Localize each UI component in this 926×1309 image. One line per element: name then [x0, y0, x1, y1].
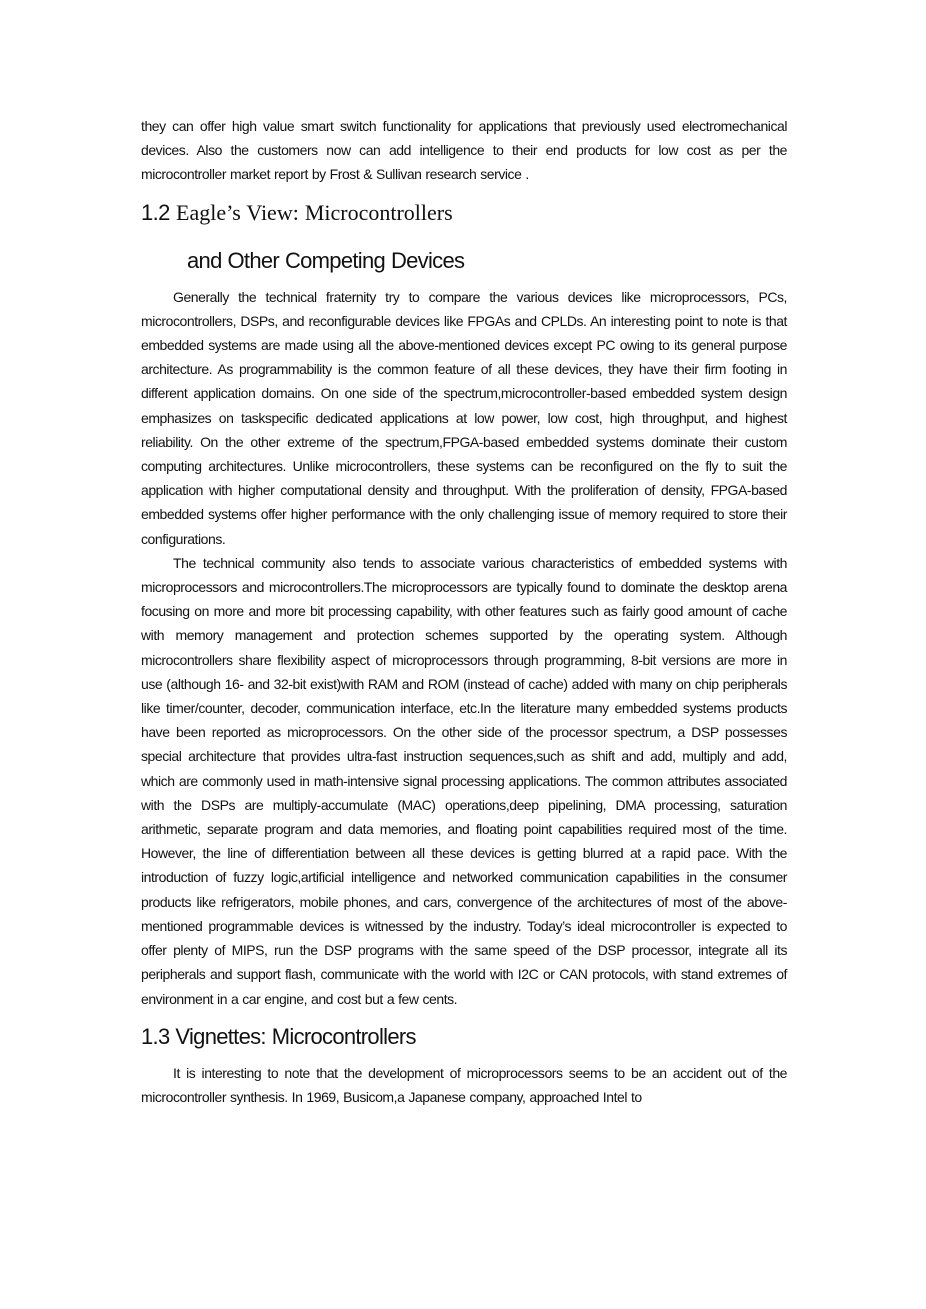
- section-1-2-paragraph-2: The technical community also tends to associate various characteristics of embedded systems with microprocessors and microcontrollers.The microprocessors are typically found to dominate the desktop arena focusing on more and more bit processing capability, with other features such as fairly good amount of cache with memory management and protection schemes supported by the operating system. Although microcontrollers share flexibility aspect of microprocessors through programming, 8-bit versions are more in use (although 16- and 32-bit exist)with RAM and ROM (instead of cache) added with many on chip peripherals like timer/counter, decoder, communication interface, etc.In the literature many embedded systems products have been reported as microprocessors. On the other side of the processor spectrum, a DSP possesses special architecture that provides ultra-fast instruction sequences,such as shift and add, multiply and add, which are commonly used in math-intensive signal processing applications. The common attributes associated with the DSPs are multiply-accumulate (MAC) operations,deep pipelining, DMA processing, saturation arithmetic, separate program and data memories, and floating point capabilities required most of the time. However, the line of differentiation between all these devices is getting blurred at a rapid pace. With the introduction of fuzzy logic,artificial intelligence and networked communication capabilities in the consumer products like refrigerators, mobile phones, and cars, convergence of the architectures of most of the above-mentioned programmable devices is witnessed by the industry. Today’s ideal microcontroller is expected to offer plenty of MIPS, run the DSP programs with the same speed of the DSP processor, integrate all its peripherals and support flash, communicate with the world with I2C or CAN protocols, with stand extremes of environment in a car engine, and cost but a few cents.: [141, 554, 787, 1007]
- section-1-2-title-line2: and Other Competing Devices: [187, 247, 465, 273]
- section-1-2-paragraph-1: Generally the technical fraternity try to compare the various devices like microprocessors, PCs, microcontrollers, DSPs, and reconfigurable devices like FPGAs and CPLDs. An interesting point to note is that embedded systems are made using all the above-mentioned devices except PC owing to its general purpose architecture. As programmability is the common feature of all these devices, they have their firm footing in different application domains. On one side of the spectrum,microcontroller-based embedded system design emphasizes on taskspecific dedicated applications at low power, low cost, high throughput, and highest reliability. On the other extreme of the spectrum,FPGA-based embedded systems dominate their custom computing architectures. Unlike microcontrollers, these systems can be reconfigured on the fly to suit the application with higher computational density and throughput. With the proliferation of density, FPGA-based embedded systems offer higher performance with the only challenging issue of memory required to store their configurations.: [141, 288, 787, 547]
- section-1-3-heading: 1.3 Vignettes: Microcontrollers: [141, 1023, 416, 1049]
- intro-paragraph: they can offer high value smart switch functionality for applications that previously used electromechanical devices. Also the customers now can add intelligence to their end products for low cost as per the microcontroller market report by Frost & Sullivan research service .: [141, 118, 787, 183]
- section-1-2-heading: [141, 199, 787, 227]
- section-1-2-title-line1: Eagle’s View: Microcontrollers: [176, 199, 453, 225]
- section-1-2-number: 1.2: [141, 199, 170, 225]
- section-1-3-paragraph-1: It is interesting to note that the development of microprocessors seems to be an accident out of the microcontroller synthesis. In 1969, Busicom,a Japanese company, approached Intel to: [141, 1064, 787, 1105]
- document-page: [141, 114, 787, 1109]
